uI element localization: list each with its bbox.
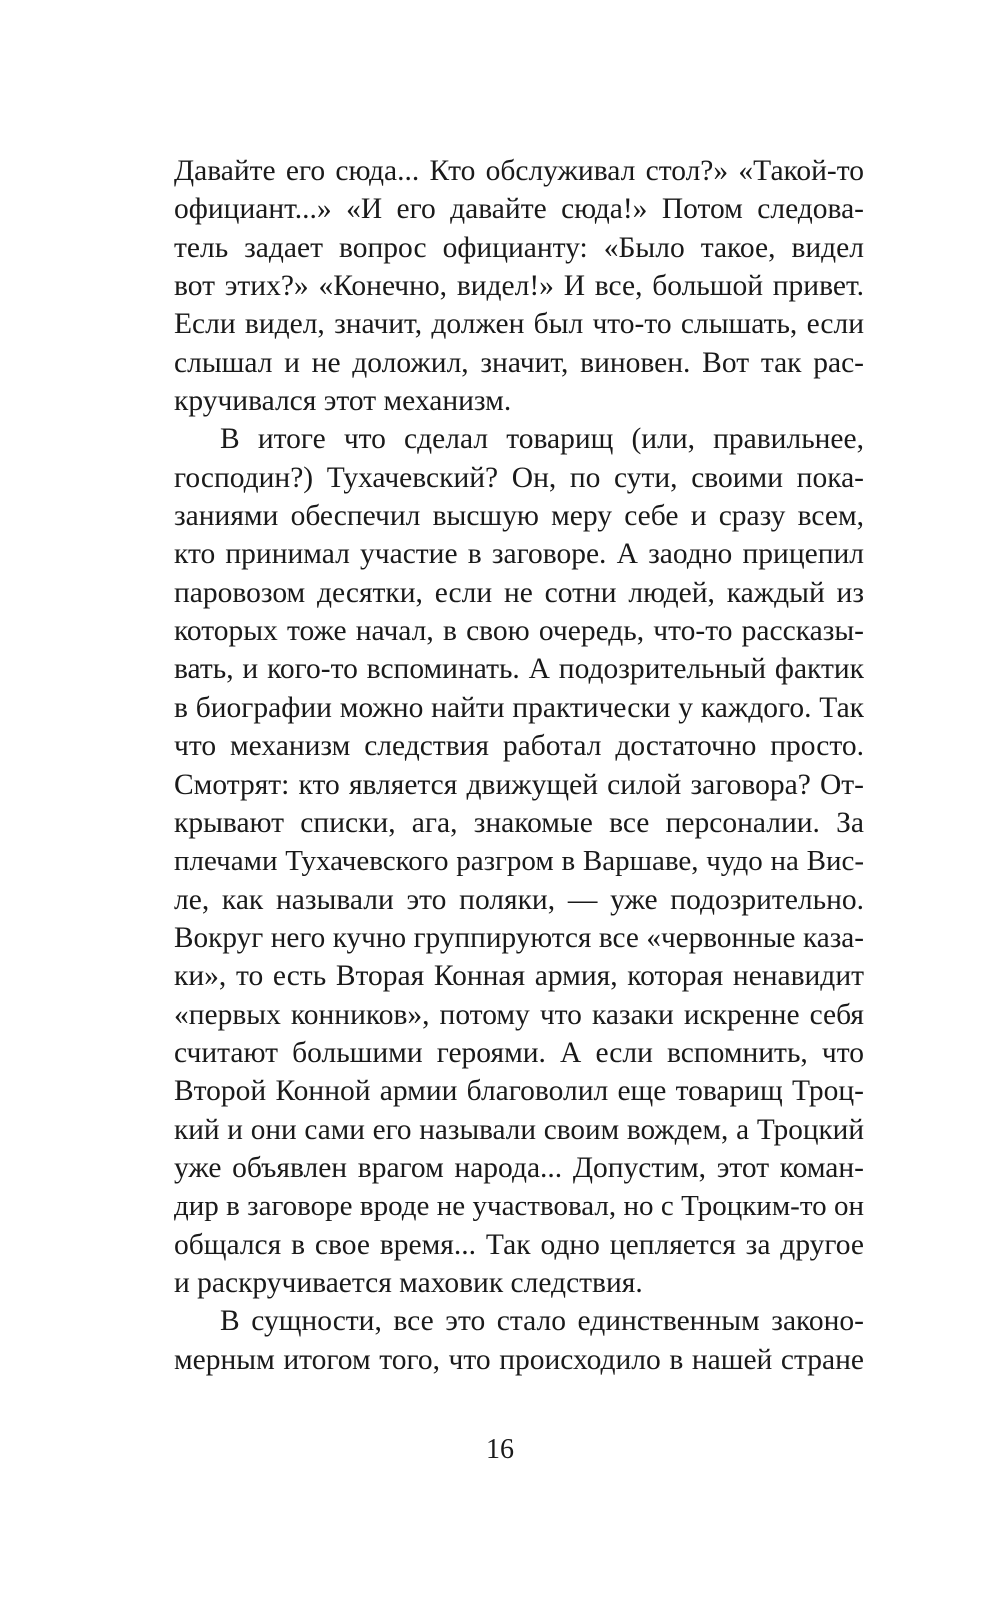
text-line: господин?) Тухачевский? Он, по сути, своими пока- (174, 461, 864, 494)
text-line: В итоге что сделал товарищ (или, правильнее, (220, 423, 864, 456)
text-line: считают большими героями. А если вспомнить, что (174, 1036, 864, 1069)
paragraph (174, 420, 864, 1302)
text-line: вать, и кого-то вспоминать. А подозрительный фактик (174, 653, 864, 686)
text-line: мерным итогом того, что происходило в нашей стране (174, 1343, 864, 1376)
text-line: вот этих?» «Конечно, видел!» И все, большой привет. (174, 270, 864, 303)
text-line: и раскручивается маховик следствия. (174, 1266, 643, 1299)
text-line: уже объявлен врагом народа... Допустим, этот коман- (174, 1151, 864, 1184)
text-line: кручивался этот механизм. (174, 385, 512, 418)
text-line: общался в свое время... Так одно цепляется за другое (174, 1228, 864, 1261)
text-line: ки», то есть Вторая Конная армия, которая ненавидит (174, 960, 864, 993)
text-line: слышал и не доложил, значит, виновен. Вот так рас- (174, 346, 864, 379)
text-line: Давайте его сюда... Кто обслуживал стол?» «Такой-то (174, 155, 864, 187)
text-line: Вокруг него кучно группируются все «червонные каза- (174, 921, 864, 954)
text-line: кто принимал участие в заговоре. А заодно прицепил (174, 538, 864, 571)
text-line: в биографии можно найти практически у каждого. Так (174, 691, 864, 724)
text-line: В сущности, все это стало единственным законо- (220, 1305, 864, 1338)
text-line: которых тоже начал, в свою очередь, что-то рассказы- (174, 615, 864, 648)
text-line: «первых конников», потому что казаки искренне себя (174, 998, 864, 1031)
text-line: дир в заговоре вроде не участвовал, но с Троцким-то он (174, 1190, 864, 1223)
text-line: Второй Конной армии благоволил еще товарищ Троц- (174, 1075, 864, 1108)
text-line: крывают списки, ага, знакомые все персоналии. За (174, 806, 864, 839)
text-line: что механизм следствия работал достаточно просто. (174, 730, 864, 763)
text-line: заниями обеспечил высшую меру себе и сразу всем, (174, 500, 864, 533)
paragraph (174, 152, 864, 420)
text-line: плечами Тухачевского разгром в Варшаве, чудо на Вис- (174, 845, 864, 878)
text-line: Смотрят: кто является движущей силой заговора? От- (174, 768, 864, 801)
text-line: паровозом десятки, если не сотни людей, каждый из (174, 576, 864, 609)
text-line: официант...» «И его давайте сюда!» Потом следова- (174, 193, 864, 226)
paragraph (174, 1302, 864, 1379)
text-line: ле, как называли это поляки, — уже подозрительно. (174, 883, 864, 916)
body-text (174, 152, 864, 1379)
page-number: 16 (486, 1434, 514, 1465)
text-line: Если видел, значит, должен был что-то слышать, если (174, 308, 864, 341)
text-line: кий и они сами его называли своим вождем, а Троцкий (174, 1113, 864, 1146)
text-line: тель задает вопрос официанту: «Было такое, видел (174, 231, 864, 264)
